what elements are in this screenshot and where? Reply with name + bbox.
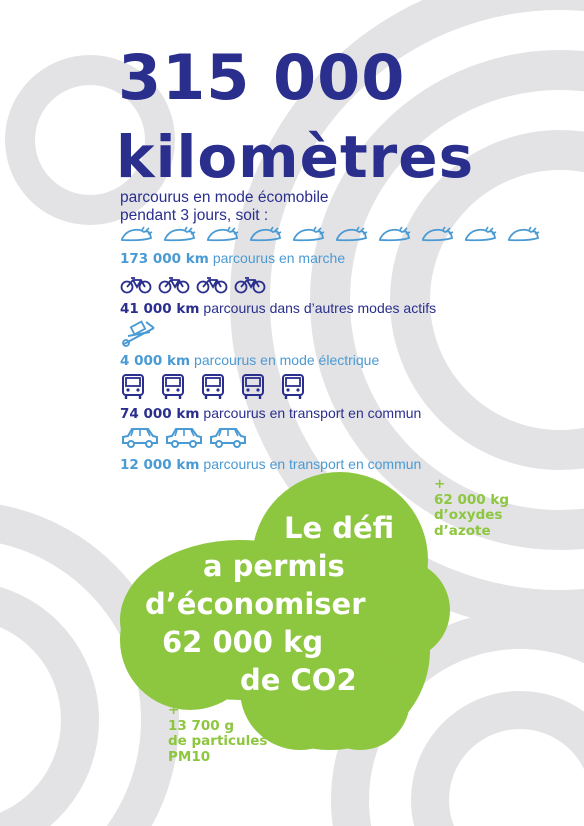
row-car-label: parcourus en transport en commun (203, 456, 422, 472)
intro-line-2: pendant 3 jours, soit : (120, 207, 269, 224)
pm-value: 13 700 g (168, 717, 235, 734)
nox-line-3: d’azote (434, 522, 491, 539)
row-bus-label: parcourus en transport en commun (203, 405, 422, 421)
cloud-line-5: de CO2 (240, 663, 357, 697)
nox-value: 62 000 kg (434, 491, 510, 508)
pm-plus: + (168, 702, 180, 718)
cloud-line-4: 62 000 kg (162, 625, 324, 659)
cloud-line-1: Le défi (284, 511, 395, 545)
intro-line-1: parcourus en mode écomobile (120, 189, 329, 206)
row-walking-value: 173 000 km (120, 251, 209, 267)
headline-number: 315 000 (118, 41, 406, 114)
row-electric-label: parcourus en mode électrique (194, 352, 380, 368)
row-car-value: 12 000 km (120, 457, 200, 473)
nox-line-2: d’oxydes (434, 507, 503, 523)
cloud-line-2: a permis (203, 549, 345, 583)
row-walking-label: parcourus en marche (212, 250, 346, 266)
pm-line-3: PM10 (168, 748, 211, 765)
row-active-label: parcourus dans d’autres modes actifs (203, 300, 437, 316)
nox-savings (434, 477, 509, 539)
row-bus-value: 74 000 km (120, 406, 200, 422)
row-electric-value: 4 000 km (120, 353, 191, 369)
pm-savings (168, 703, 267, 765)
headline-unit: kilomètres (116, 123, 475, 191)
cloud-line-3: d’économiser (145, 587, 366, 621)
pm-line-2: de particules (168, 733, 268, 749)
row-active-value: 41 000 km (120, 301, 200, 317)
nox-plus: + (434, 476, 446, 492)
